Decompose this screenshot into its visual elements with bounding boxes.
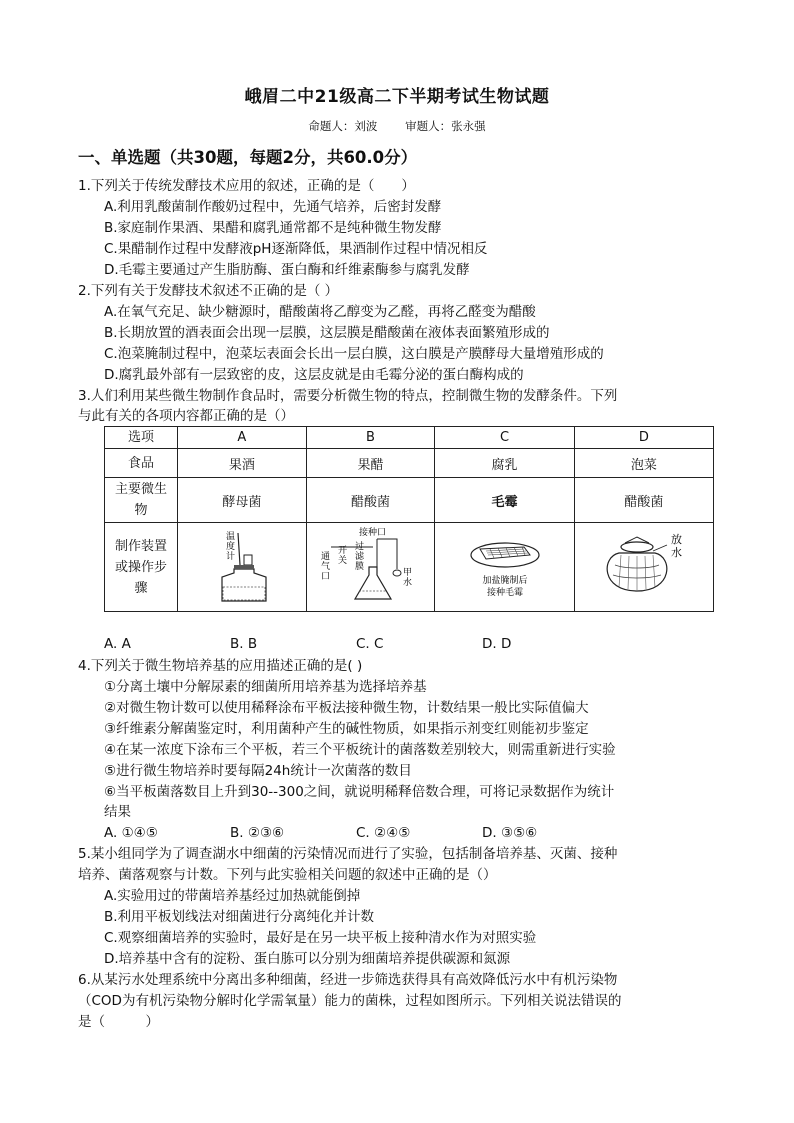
device-cell-b [306, 523, 435, 612]
header-cell: A [178, 427, 307, 449]
q4-item-1: ①分离土壤中分解尿素的细菌所用培养基为选择培养基 [104, 679, 427, 695]
row-label-text: 骤 [134, 580, 148, 596]
figure-label: 接种毛霉 [486, 588, 523, 598]
q3-answer-d: D. D [482, 636, 512, 652]
figure-label: 放 [670, 533, 682, 546]
figure-label: 温 [225, 532, 235, 542]
q4-stem: 4.下列关于微生物培养基的应用描述正确的是( ) [78, 658, 363, 674]
device-cell-d [574, 523, 713, 612]
q4-answer-d: D. ③⑤⑥ [482, 825, 538, 841]
q1-stem: 1.下列关于传统发酵技术应用的叙述，正确的是（ ） [78, 178, 415, 194]
q2-option-d: D.腐乳最外部有一层致密的皮，这层皮就是由毛霉分泌的蛋白酶构成的 [104, 367, 524, 383]
q1-option-b: B.家庭制作果酒、果醋和腐乳通常都不是纯种微生物发酵 [104, 220, 442, 236]
q2-stem: 2.下列有关于发酵技术叙述不正确的是（ ） [78, 283, 339, 299]
header-cell: D [574, 427, 713, 449]
figure-label: 甲 [402, 568, 412, 578]
q4-item-4: ④在某一浓度下涂布三个平板，若三个平板统计的菌落数差别较大，则需重新进行实验 [104, 742, 616, 758]
q4-item-6-cont: 结果 [104, 804, 131, 820]
figure-label: 水 [402, 578, 412, 588]
figure-label: 关 [337, 556, 347, 566]
food-cell: 果酒 [178, 449, 307, 478]
q3-table [104, 426, 714, 612]
microbe-cell: 酵母菌 [178, 478, 307, 523]
figure-label: 滤 [354, 552, 364, 562]
figure-label: 度 [225, 542, 235, 552]
food-cell: 泡菜 [574, 449, 713, 478]
q5-option-a: A.实验用过的带菌培养基经过加热就能倒掉 [104, 888, 361, 904]
figure-label: 计 [225, 552, 235, 562]
pickle-jar-figure [579, 525, 709, 605]
q4-answer-a: A. ①④⑤ [104, 825, 158, 841]
q1-option-d: D.毛霉主要通过产生脂肪酶、蛋白酶和纤维素酶参与腐乳发酵 [104, 262, 470, 278]
q5-option-c: C.观察细菌培养的实验时，最好是在另一块平板上接种清水作为对照实验 [104, 930, 537, 946]
q3-answer-c: C. C [356, 636, 384, 652]
figure-label: 水 [670, 546, 682, 559]
q4-item-2: ②对微生物计数可以使用稀释涂布平板法接种微生物，计数结果一般比实际值偏大 [104, 700, 589, 716]
figure-label: 接种口 [358, 528, 386, 538]
q5-option-b: B.利用平板划线法对细菌进行分离纯化并计数 [104, 909, 375, 925]
row-label-text: 制作装置 [114, 538, 167, 554]
figure-label: 气 [320, 562, 330, 572]
q6-stem-line3: 是（ ） [78, 1014, 159, 1030]
figure-label: 过 [354, 542, 364, 552]
author: 命题人：刘波 [308, 119, 378, 133]
vinegar-flask-figure [311, 525, 431, 605]
q4-item-5: ⑤进行微生物培养时要每隔24h统计一次菌落的数目 [104, 763, 412, 779]
q4-item-6: ⑥当平板菌落数目上升到30--300之间，就说明稀释倍数合理，可将记录数据作为统计 [104, 784, 615, 800]
row-label-food: 食品 [105, 449, 178, 478]
author-line [0, 118, 794, 134]
q2-option-a: A.在氧气充足、缺少糖源时，醋酸菌将乙醇变为乙醛，再将乙醛变为醋酸 [104, 304, 536, 320]
tofu-tray-figure [440, 525, 570, 605]
table-row [105, 523, 714, 612]
q2-option-c: C.泡菜腌制过程中，泡菜坛表面会长出一层白膜，这白膜是产膜酵母大量增殖形成的 [104, 346, 604, 362]
row-label-text: 物 [134, 503, 148, 518]
wine-bottle-figure [182, 525, 302, 605]
q3-answer-a: A. A [104, 636, 131, 652]
q6-stem-line2: （COD为有机污染物分解时化学需氧量）能力的菌株，过程如图所示。下列相关说法错误的 [78, 993, 622, 1009]
microbe-cell: 醋酸菌 [574, 478, 713, 523]
q5-stem-line1: 5.某小组同学为了调查湖水中细菌的污染情况而进行了实验，包括制备培养基、灭菌、接种 [78, 846, 618, 862]
food-cell: 腐乳 [435, 449, 574, 478]
q1-option-a: A.利用乳酸菌制作酸奶过程中，先通气培养，后密封发酵 [104, 199, 442, 215]
q2-option-b: B.长期放置的酒表面会出现一层膜，这层膜是醋酸菌在液体表面繁殖形成的 [104, 325, 550, 341]
q3-stem-line2: 与此有关的各项内容都正确的是（） [78, 408, 294, 424]
figure-label: 开 [337, 546, 347, 556]
q3-answer-b: B. B [230, 636, 258, 652]
row-label-text: 或操作步 [114, 559, 167, 575]
q5-option-d: D.培养基中含有的淀粉、蛋白胨可以分别为细菌培养提供碳源和氮源 [104, 951, 511, 967]
table-row [105, 427, 714, 449]
microbe-cell: 醋酸菌 [306, 478, 435, 523]
header-cell: B [306, 427, 435, 449]
microbe-cell: 毛霉 [435, 478, 574, 523]
table-row [105, 478, 714, 523]
header-cell: C [435, 427, 574, 449]
figure-label: 口 [320, 572, 330, 582]
section-heading: 一、单选题（共30题，每题2分，共60.0分） [78, 148, 418, 167]
reviewer: 审题人：张永强 [405, 119, 486, 133]
figure-label: 加盐腌制后 [481, 576, 528, 586]
header-cell: 选项 [105, 427, 178, 449]
row-label-microbe [105, 478, 178, 523]
device-cell-a [178, 523, 307, 612]
figure-label: 膜 [354, 562, 364, 572]
row-label-device [105, 523, 178, 612]
q4-answer-b: B. ②③⑥ [230, 825, 285, 841]
q5-stem-line2: 培养、菌落观察与计数。下列与此实验相关问题的叙述中正确的是（） [78, 867, 497, 883]
row-label-text: 主要微生 [114, 482, 167, 497]
page-title: 峨眉二中21级高二下半期考试生物试题 [244, 87, 550, 107]
figure-label: 通 [320, 552, 330, 562]
table-row [105, 449, 714, 478]
device-cell-c [435, 523, 574, 612]
q3-stem-line1: 3.人们利用某些微生物制作食品时，需要分析微生物的特点，控制微生物的发酵条件。下列 [78, 388, 618, 404]
q6-stem-line1: 6.从某污水处理系统中分离出多种细菌，经进一步筛选获得具有高效降低污水中有机污染物 [78, 972, 618, 988]
q4-item-3: ③纤维素分解菌鉴定时，利用菌种产生的碱性物质，如果指示剂变红则能初步鉴定 [104, 721, 589, 737]
food-cell: 果醋 [306, 449, 435, 478]
q4-answer-c: C. ②④⑤ [356, 825, 411, 841]
q1-option-c: C.果醋制作过程中发酵液pH逐渐降低，果酒制作过程中情况相反 [104, 241, 488, 257]
